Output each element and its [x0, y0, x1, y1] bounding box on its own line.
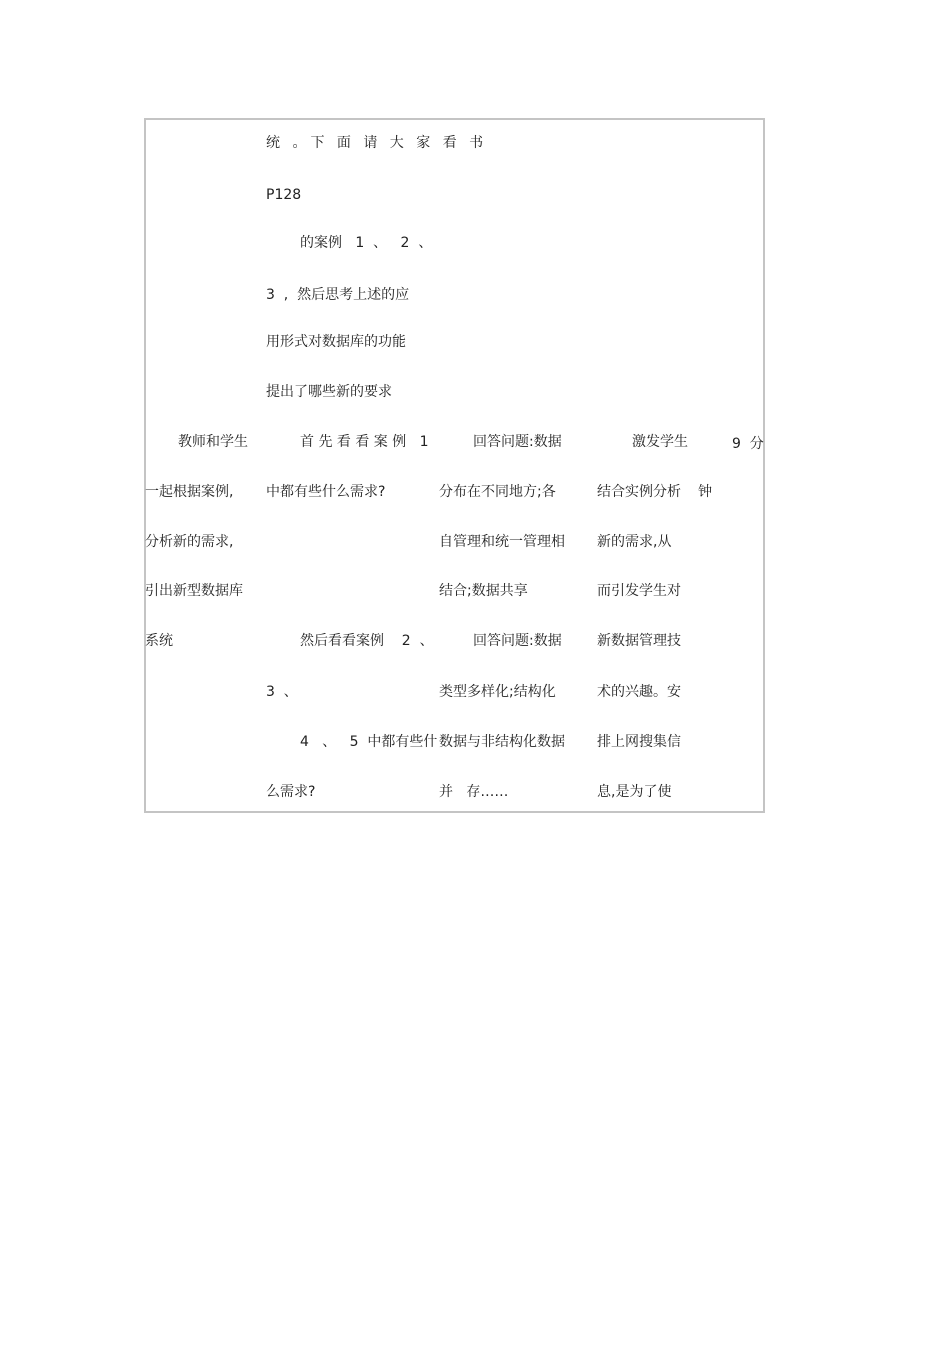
col1-line-1: 教师和学生 — [178, 434, 248, 450]
intent-line-4: 而引发学生对 — [597, 583, 681, 599]
col1-line-5: 系统 — [145, 633, 173, 649]
intent-line-2: 结合实例分析 — [597, 484, 681, 500]
intro-line-2: P128 — [266, 187, 302, 203]
intent-line-3: 新的需求,从 — [597, 534, 672, 550]
table-frame — [144, 118, 765, 813]
intent-line-6: 术的兴趣。安 — [597, 684, 681, 700]
intro-line-4: 3 , 然后思考上述的应 — [266, 287, 410, 303]
time-line-1: 9 分 — [732, 436, 764, 452]
col1-line-2: 一起根据案例, — [145, 484, 234, 500]
step-line-2: 中都有些什么需求? — [266, 484, 386, 500]
step-line-1: 首 先 看 看 案 例 1 — [300, 434, 429, 450]
answer-line-2: 分布在不同地方;各 — [439, 484, 556, 500]
answer-line-1: 回答问题:数据 — [473, 434, 562, 450]
time-line-2: 钟 — [698, 484, 712, 500]
step-line-5: 4 、 5 中都有些什 — [300, 734, 438, 750]
step-line-6: 么需求? — [266, 784, 316, 800]
answer-line-3: 自管理和统一管理相 — [439, 534, 565, 550]
col1-line-3: 分析新的需求, — [145, 534, 234, 550]
answer-line-7: 数据与非结构化数据 — [439, 734, 565, 750]
intro-line-6: 提出了哪些新的要求 — [266, 384, 392, 400]
intent-line-5: 新数据管理技 — [597, 633, 681, 649]
intent-line-8: 息,是为了使 — [597, 784, 672, 800]
intro-line-5: 用形式对数据库的功能 — [266, 334, 406, 350]
answer-line-6: 类型多样化;结构化 — [439, 684, 556, 700]
col1-line-4: 引出新型数据库 — [145, 583, 243, 599]
answer-line-4: 结合;数据共享 — [439, 583, 528, 599]
intent-line-1: 激发学生 — [632, 434, 688, 450]
intro-line-3: 的案例 1 、 2 、 — [300, 235, 433, 251]
answer-line-8: 并 存…… — [439, 784, 509, 800]
intro-line-1: 统 。下 面 请 大 家 看 书 — [266, 135, 488, 151]
step-line-3: 然后看看案例 2 、 — [300, 633, 434, 649]
intent-line-7: 排上网搜集信 — [597, 734, 681, 750]
answer-line-5: 回答问题:数据 — [473, 633, 562, 649]
step-line-4: 3 、 — [266, 684, 298, 700]
